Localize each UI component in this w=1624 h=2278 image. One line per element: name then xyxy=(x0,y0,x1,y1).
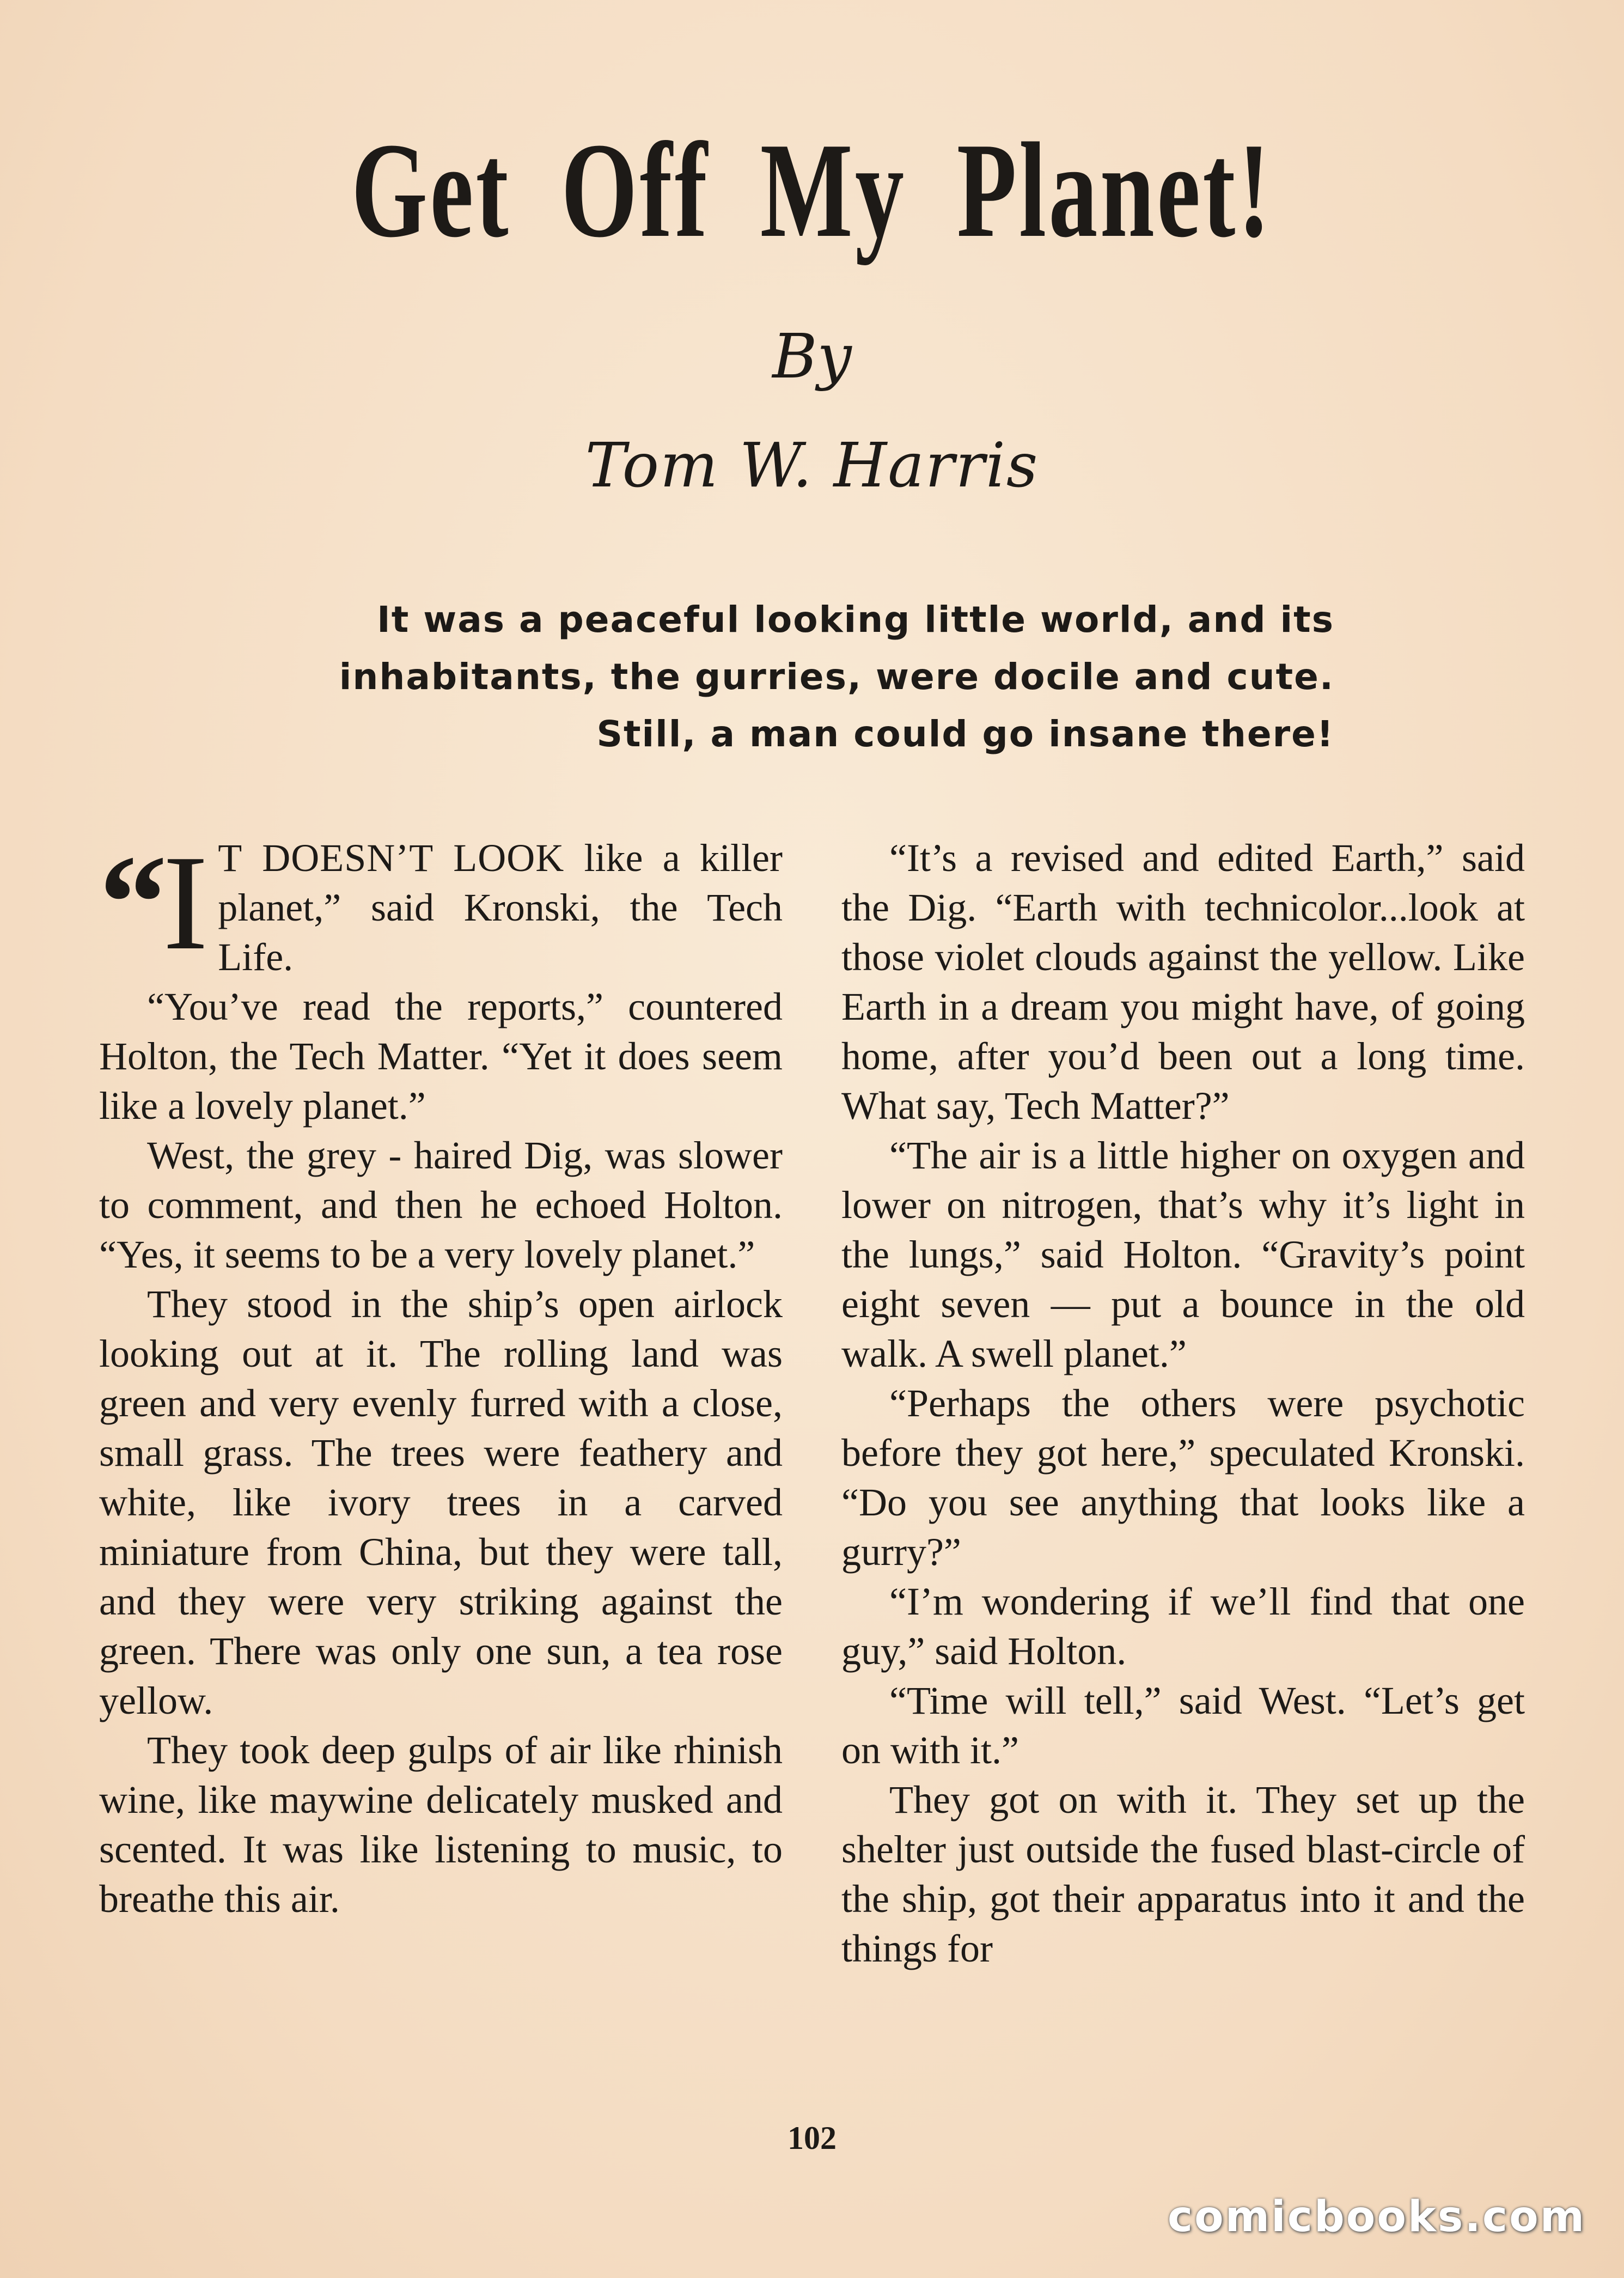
drop-cap-quote: “ xyxy=(99,827,163,978)
left-paragraph: They stood in the ship’s open airlock looking out at it. The rolling land was green and very evenly furred with a close, small grass. The trees were feathery and white, like ivory trees in a carved miniature from China, but they were tall, and they were very striking against the green. There was only one sun, a tea rose yellow. xyxy=(99,1282,783,1722)
right-paragraph: “I’m wondering if we’ll find that one guy,” said Holton. xyxy=(841,1580,1525,1673)
right-paragraph: “Perhaps the others were psychotic before they got here,” speculated Kronski. “Do you see anything that looks like a gurry?” xyxy=(841,1381,1525,1574)
story-blurb: It was a peaceful looking little world, and its inhabitants, the gurries, were docile and cute. Still, a man could go insane there! xyxy=(339,599,1334,755)
drop-cap xyxy=(99,827,209,978)
right-paragraph: They got on with it. They set up the shelter just outside the fused blast-circle of the ship, got their apparatus into it and the things for xyxy=(841,1778,1525,1970)
opening-text: like a killer planet,” said Kronski, the Tech Life. xyxy=(218,836,783,979)
right-paragraph: “It’s a revised and edited Earth,” said the Dig. “Earth with technicolor...look at those violet clouds against the yellow. Like Earth in a dream you might have, of going home, after you’d been out a long time. What say, Tech Matter?” xyxy=(841,836,1525,1128)
watermark: comicbooks.com xyxy=(1167,2192,1586,2242)
left-paragraph: West, the grey - haired Dig, was slower to comment, and then he echoed Holton. “Yes, it seems to be a very lovely planet.” xyxy=(99,1134,783,1276)
right-column xyxy=(841,833,1525,1974)
page-number: 102 xyxy=(787,2120,837,2156)
story-title: Get Off My Planet! xyxy=(351,115,1273,266)
left-paragraph: “You’ve read the reports,” countered Holton, the Tech Matter. “Yet it does seem like a lovely planet.” xyxy=(99,985,783,1128)
drop-cap-letter: I xyxy=(163,827,209,978)
right-paragraph: “Time will tell,” said West. “Let’s get on with it.” xyxy=(841,1679,1525,1772)
left-paragraph: They took deep gulps of air like rhinish wine, like maywine delicately musked and scented. It was like listening to music, to breathe this air. xyxy=(99,1728,783,1921)
opening-paragraph xyxy=(99,827,783,982)
byline-by: By xyxy=(772,321,852,392)
right-paragraph: “The air is a little higher on oxygen and lower on nitrogen, that’s why it’s light in the lungs,” said Holton. “Gravity’s point eight seven — put a bounce in the old walk. A swell planet.” xyxy=(841,1134,1525,1375)
author-name: Tom W. Harris xyxy=(585,430,1039,501)
left-column xyxy=(99,827,783,1924)
opening-caps: T DOESN’T LOOK xyxy=(218,836,565,880)
